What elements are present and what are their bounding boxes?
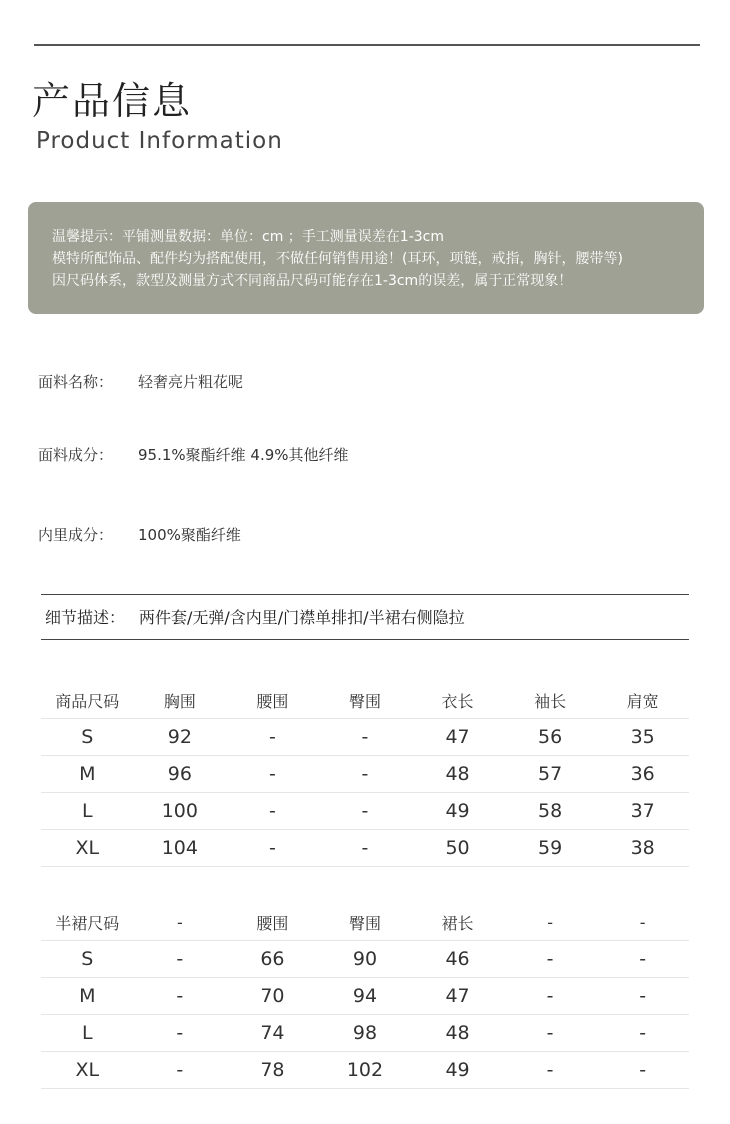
table-cell: 49 xyxy=(411,793,504,830)
table-header-cell: - xyxy=(596,904,689,941)
table-cell: - xyxy=(504,1015,597,1052)
table-cell: - xyxy=(134,1015,227,1052)
table-cell: 90 xyxy=(319,941,412,978)
table-cell: - xyxy=(504,941,597,978)
table-cell: 96 xyxy=(134,756,227,793)
info-row-lining-composition xyxy=(38,524,241,545)
table-cell: - xyxy=(226,719,319,756)
info-label: 面料成分： xyxy=(38,446,114,464)
table-cell: M xyxy=(41,756,134,793)
table-cell: - xyxy=(226,793,319,830)
table-cell: 48 xyxy=(411,756,504,793)
table-header-cell: 臀围 xyxy=(319,682,412,719)
page-subtitle: Product Information xyxy=(36,128,283,154)
table-row xyxy=(41,830,689,867)
detail-top-divider xyxy=(41,594,689,595)
table-header-cell: - xyxy=(134,904,227,941)
table-cell: S xyxy=(41,719,134,756)
table-header-cell: 腰围 xyxy=(226,682,319,719)
table-header-cell: 裙长 xyxy=(411,904,504,941)
table-header-cell: 腰围 xyxy=(226,904,319,941)
table-row xyxy=(41,1052,689,1089)
table-cell: - xyxy=(596,978,689,1015)
info-value: 轻奢亮片粗花呢 xyxy=(138,373,244,391)
table-cell: - xyxy=(226,830,319,867)
table-cell: - xyxy=(319,793,412,830)
table-cell: 66 xyxy=(226,941,319,978)
notice-line: 温馨提示：平铺测量数据：单位：cm ；手工测量误差在1-3cm xyxy=(52,229,444,245)
table-header-cell: 半裙尺码 xyxy=(41,904,134,941)
table-cell: - xyxy=(226,756,319,793)
table-cell: 104 xyxy=(134,830,227,867)
table-cell: - xyxy=(134,978,227,1015)
table-cell: 38 xyxy=(596,830,689,867)
table-row xyxy=(41,793,689,830)
info-label: 面料名称： xyxy=(38,373,114,391)
table-cell: 94 xyxy=(319,978,412,1015)
table-cell: 37 xyxy=(596,793,689,830)
table-cell: 50 xyxy=(411,830,504,867)
table-cell: - xyxy=(134,1052,227,1089)
table-row xyxy=(41,756,689,793)
table-cell: 102 xyxy=(319,1052,412,1089)
table-cell: 58 xyxy=(504,793,597,830)
top-divider xyxy=(34,44,700,46)
table-cell: 56 xyxy=(504,719,597,756)
table-cell: - xyxy=(596,941,689,978)
table-cell: 47 xyxy=(411,978,504,1015)
table-cell: 78 xyxy=(226,1052,319,1089)
table-cell: 49 xyxy=(411,1052,504,1089)
table-cell: - xyxy=(319,830,412,867)
table-row xyxy=(41,1015,689,1052)
table-header-cell: - xyxy=(504,904,597,941)
info-row-fabric-composition xyxy=(38,444,349,465)
notice-line: 模特所配饰品、配件均为搭配使用，不做任何销售用途！(耳环，项链，戒指，胸针，腰带等) xyxy=(52,251,623,267)
table-header-cell: 袖长 xyxy=(504,682,597,719)
table-header-cell: 商品尺码 xyxy=(41,682,134,719)
table-row xyxy=(41,941,689,978)
table-cell: - xyxy=(319,719,412,756)
table-cell: 46 xyxy=(411,941,504,978)
table-row xyxy=(41,978,689,1015)
table-header-cell: 肩宽 xyxy=(596,682,689,719)
table-cell: 70 xyxy=(226,978,319,1015)
notice-line: 因尺码体系，款型及测量方式不同商品尺码可能存在1-3cm的误差，属于正常现象！ xyxy=(52,273,573,289)
info-label: 内里成分： xyxy=(38,526,114,544)
table-cell: - xyxy=(596,1015,689,1052)
table-cell: 48 xyxy=(411,1015,504,1052)
info-value: 100%聚酯纤维 xyxy=(138,526,241,544)
detail-bottom-divider xyxy=(41,639,689,640)
table-cell: - xyxy=(319,756,412,793)
table-header-row xyxy=(41,682,689,719)
table-cell: 92 xyxy=(134,719,227,756)
table-cell: - xyxy=(134,941,227,978)
table-cell: 36 xyxy=(596,756,689,793)
table-cell: L xyxy=(41,793,134,830)
table-cell: - xyxy=(504,978,597,1015)
info-value: 95.1%聚酯纤维 4.9%其他纤维 xyxy=(138,446,349,464)
detail-value: 两件套/无弹/含内里/门襟单排扣/半裙右侧隐拉 xyxy=(139,608,465,627)
table-cell: - xyxy=(504,1052,597,1089)
table-header-row xyxy=(41,904,689,941)
table-cell: XL xyxy=(41,830,134,867)
table-header-cell: 衣长 xyxy=(411,682,504,719)
table-cell: S xyxy=(41,941,134,978)
table-cell: 47 xyxy=(411,719,504,756)
table-cell: L xyxy=(41,1015,134,1052)
table-cell: M xyxy=(41,978,134,1015)
info-row-fabric-name xyxy=(38,371,243,392)
table-row xyxy=(41,719,689,756)
table-cell: - xyxy=(596,1052,689,1089)
notice-box xyxy=(28,202,704,314)
table-cell: 74 xyxy=(226,1015,319,1052)
table-header-cell: 胸围 xyxy=(134,682,227,719)
table-cell: 57 xyxy=(504,756,597,793)
table-cell: 59 xyxy=(504,830,597,867)
detail-description xyxy=(45,605,465,628)
skirt-size-table xyxy=(41,904,689,1089)
detail-label: 细节描述： xyxy=(45,608,126,627)
top-size-table xyxy=(41,682,689,867)
table-header-cell: 臀围 xyxy=(319,904,412,941)
table-cell: 100 xyxy=(134,793,227,830)
table-cell: 35 xyxy=(596,719,689,756)
table-cell: 98 xyxy=(319,1015,412,1052)
page-title: 产品信息 xyxy=(32,79,193,123)
table-cell: XL xyxy=(41,1052,134,1089)
